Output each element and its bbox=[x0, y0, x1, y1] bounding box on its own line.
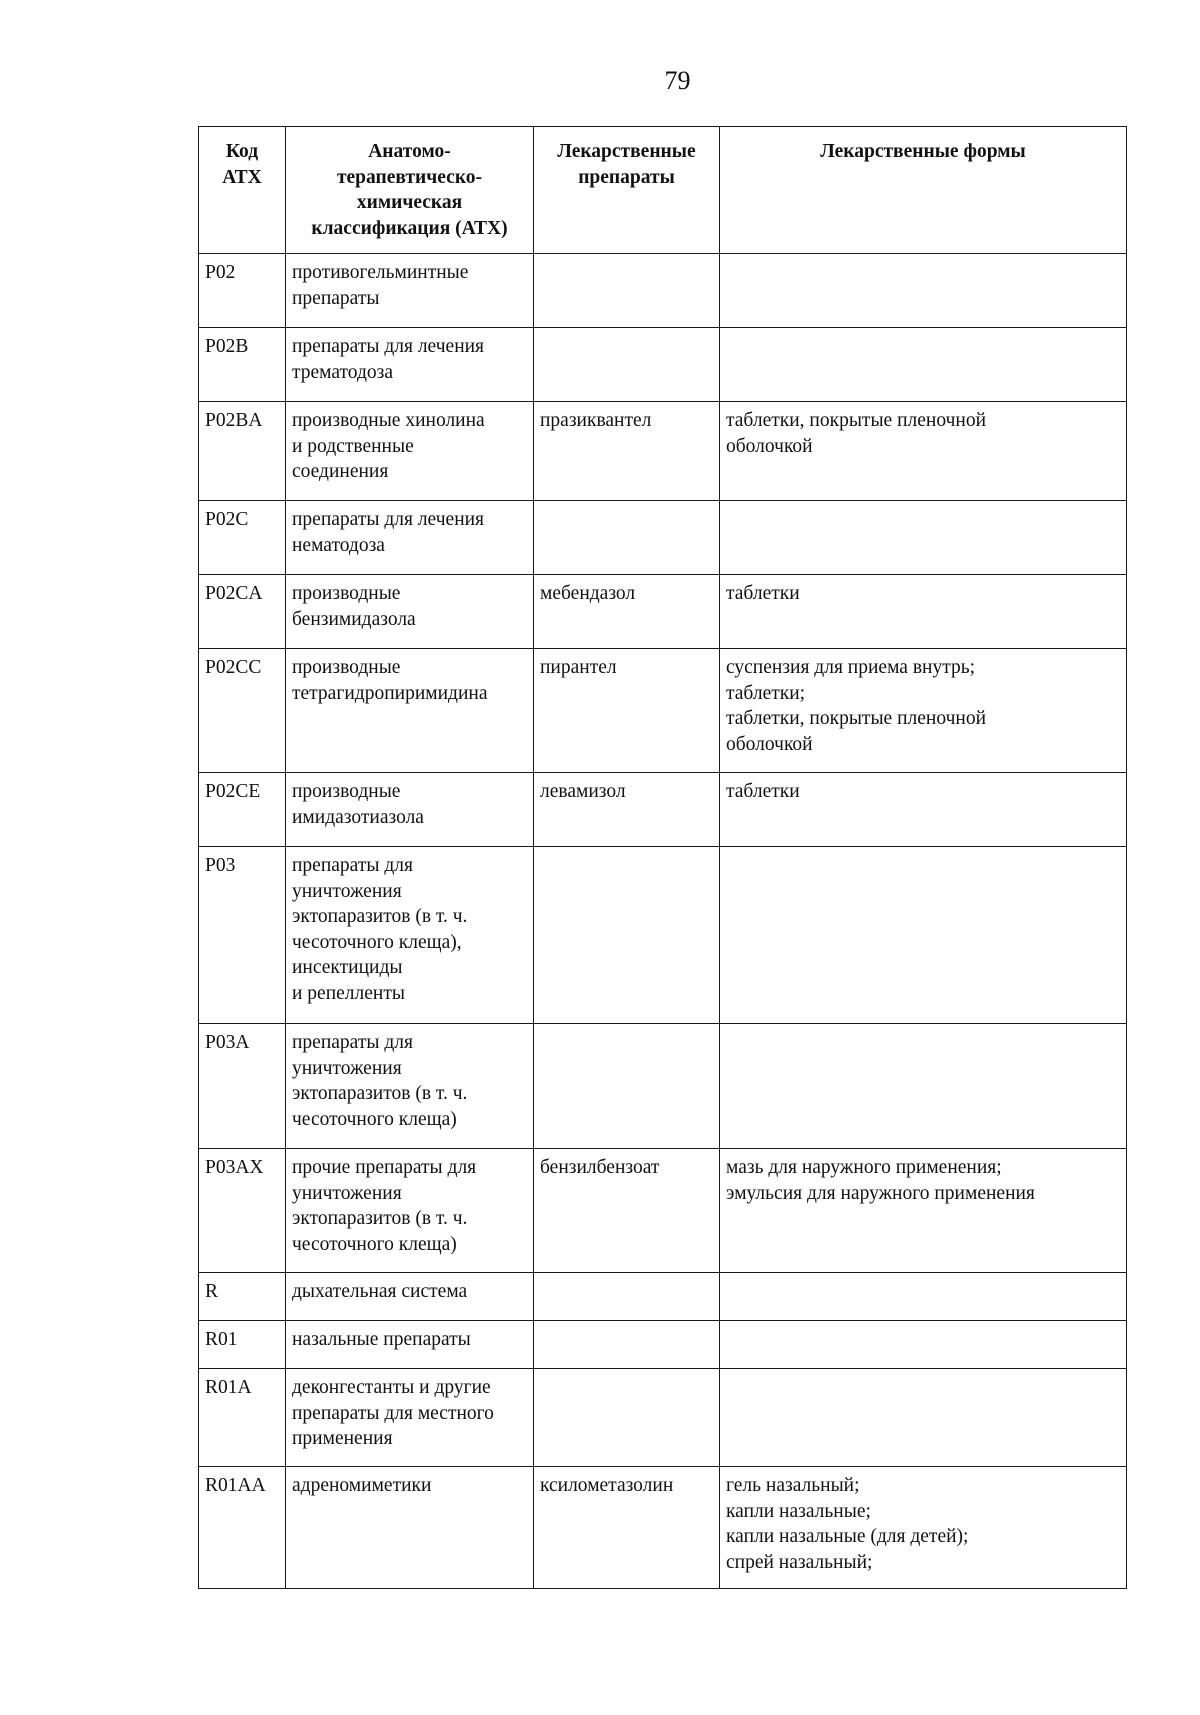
cell-forms: таблетки, покрытые пленочной оболочкой bbox=[720, 402, 1127, 501]
cell-classification: производные бензимидазола bbox=[286, 575, 534, 649]
cell-code: P02CC bbox=[199, 649, 286, 773]
header-atc-classification: Анатомо- терапевтическо- химическая классификация (АТХ) bbox=[286, 127, 534, 254]
cell-forms bbox=[720, 501, 1127, 575]
header-atc-code: Код АТХ bbox=[199, 127, 286, 254]
cell-drug: бензилбензоат bbox=[534, 1149, 720, 1273]
cell-forms bbox=[720, 847, 1127, 1024]
cell-drug bbox=[534, 847, 720, 1024]
cell-drug: мебендазол bbox=[534, 575, 720, 649]
cell-code: P03A bbox=[199, 1024, 286, 1149]
cell-forms: мазь для наружного применения; эмульсия для наружного применения bbox=[720, 1149, 1127, 1273]
cell-drug bbox=[534, 1321, 720, 1369]
table-row bbox=[199, 575, 1127, 649]
cell-classification: прочие препараты для уничтожения эктопаразитов (в т. ч. чесоточного клеща) bbox=[286, 1149, 534, 1273]
cell-drug bbox=[534, 1273, 720, 1321]
cell-code: R01 bbox=[199, 1321, 286, 1369]
cell-code: P02B bbox=[199, 328, 286, 402]
cell-drug: ксилометазолин bbox=[534, 1467, 720, 1589]
cell-drug: левамизол bbox=[534, 773, 720, 847]
table-header-row bbox=[199, 127, 1127, 254]
cell-forms bbox=[720, 1273, 1127, 1321]
cell-drug bbox=[534, 328, 720, 402]
cell-classification: дыхательная система bbox=[286, 1273, 534, 1321]
cell-forms: таблетки bbox=[720, 575, 1127, 649]
cell-forms bbox=[720, 328, 1127, 402]
atc-drug-table bbox=[198, 126, 1127, 1589]
cell-classification: назальные препараты bbox=[286, 1321, 534, 1369]
cell-code: R01AA bbox=[199, 1467, 286, 1589]
header-dosage-forms: Лекарственные формы bbox=[720, 127, 1127, 254]
cell-classification: производные тетрагидропиримидина bbox=[286, 649, 534, 773]
cell-classification: препараты для уничтожения эктопаразитов (в т. ч. чесоточного клеща), инсектициды и репелленты bbox=[286, 847, 534, 1024]
cell-code: P03 bbox=[199, 847, 286, 1024]
cell-drug: пирантел bbox=[534, 649, 720, 773]
cell-code: R bbox=[199, 1273, 286, 1321]
table-row bbox=[199, 1467, 1127, 1589]
cell-code: P03AX bbox=[199, 1149, 286, 1273]
table-row bbox=[199, 254, 1127, 328]
cell-classification: препараты для лечения нематодоза bbox=[286, 501, 534, 575]
cell-forms bbox=[720, 254, 1127, 328]
cell-code: P02C bbox=[199, 501, 286, 575]
table-row bbox=[199, 328, 1127, 402]
cell-forms bbox=[720, 1024, 1127, 1149]
table-row bbox=[199, 402, 1127, 501]
cell-drug bbox=[534, 1024, 720, 1149]
cell-code: P02CA bbox=[199, 575, 286, 649]
cell-classification: противогельминтные препараты bbox=[286, 254, 534, 328]
cell-classification: производные хинолина и родственные соединения bbox=[286, 402, 534, 501]
cell-drug: празиквантел bbox=[534, 402, 720, 501]
cell-forms: суспензия для приема внутрь; таблетки; таблетки, покрытые пленочной оболочкой bbox=[720, 649, 1127, 773]
cell-forms bbox=[720, 1369, 1127, 1467]
cell-classification: производные имидазотиазола bbox=[286, 773, 534, 847]
table-row bbox=[199, 1149, 1127, 1273]
cell-forms: таблетки bbox=[720, 773, 1127, 847]
cell-forms bbox=[720, 1321, 1127, 1369]
cell-drug bbox=[534, 1369, 720, 1467]
table-row bbox=[199, 1321, 1127, 1369]
cell-forms: гель назальный; капли назальные; капли назальные (для детей); спрей назальный; bbox=[720, 1467, 1127, 1589]
table-row bbox=[199, 501, 1127, 575]
table-row bbox=[199, 847, 1127, 1024]
table-row bbox=[199, 773, 1127, 847]
table-row bbox=[199, 1024, 1127, 1149]
cell-code: P02BA bbox=[199, 402, 286, 501]
header-drugs: Лекарственные препараты bbox=[534, 127, 720, 254]
table-row bbox=[199, 649, 1127, 773]
table-row bbox=[199, 1369, 1127, 1467]
cell-classification: препараты для лечения трематодоза bbox=[286, 328, 534, 402]
cell-code: P02 bbox=[199, 254, 286, 328]
cell-classification: деконгестанты и другие препараты для местного применения bbox=[286, 1369, 534, 1467]
table-row bbox=[199, 1273, 1127, 1321]
cell-classification: адреномиметики bbox=[286, 1467, 534, 1589]
cell-drug bbox=[534, 501, 720, 575]
cell-classification: препараты для уничтожения эктопаразитов (в т. ч. чесоточного клеща) bbox=[286, 1024, 534, 1149]
cell-code: R01A bbox=[199, 1369, 286, 1467]
cell-drug bbox=[534, 254, 720, 328]
page-number: 79 bbox=[664, 66, 691, 95]
cell-code: P02CE bbox=[199, 773, 286, 847]
